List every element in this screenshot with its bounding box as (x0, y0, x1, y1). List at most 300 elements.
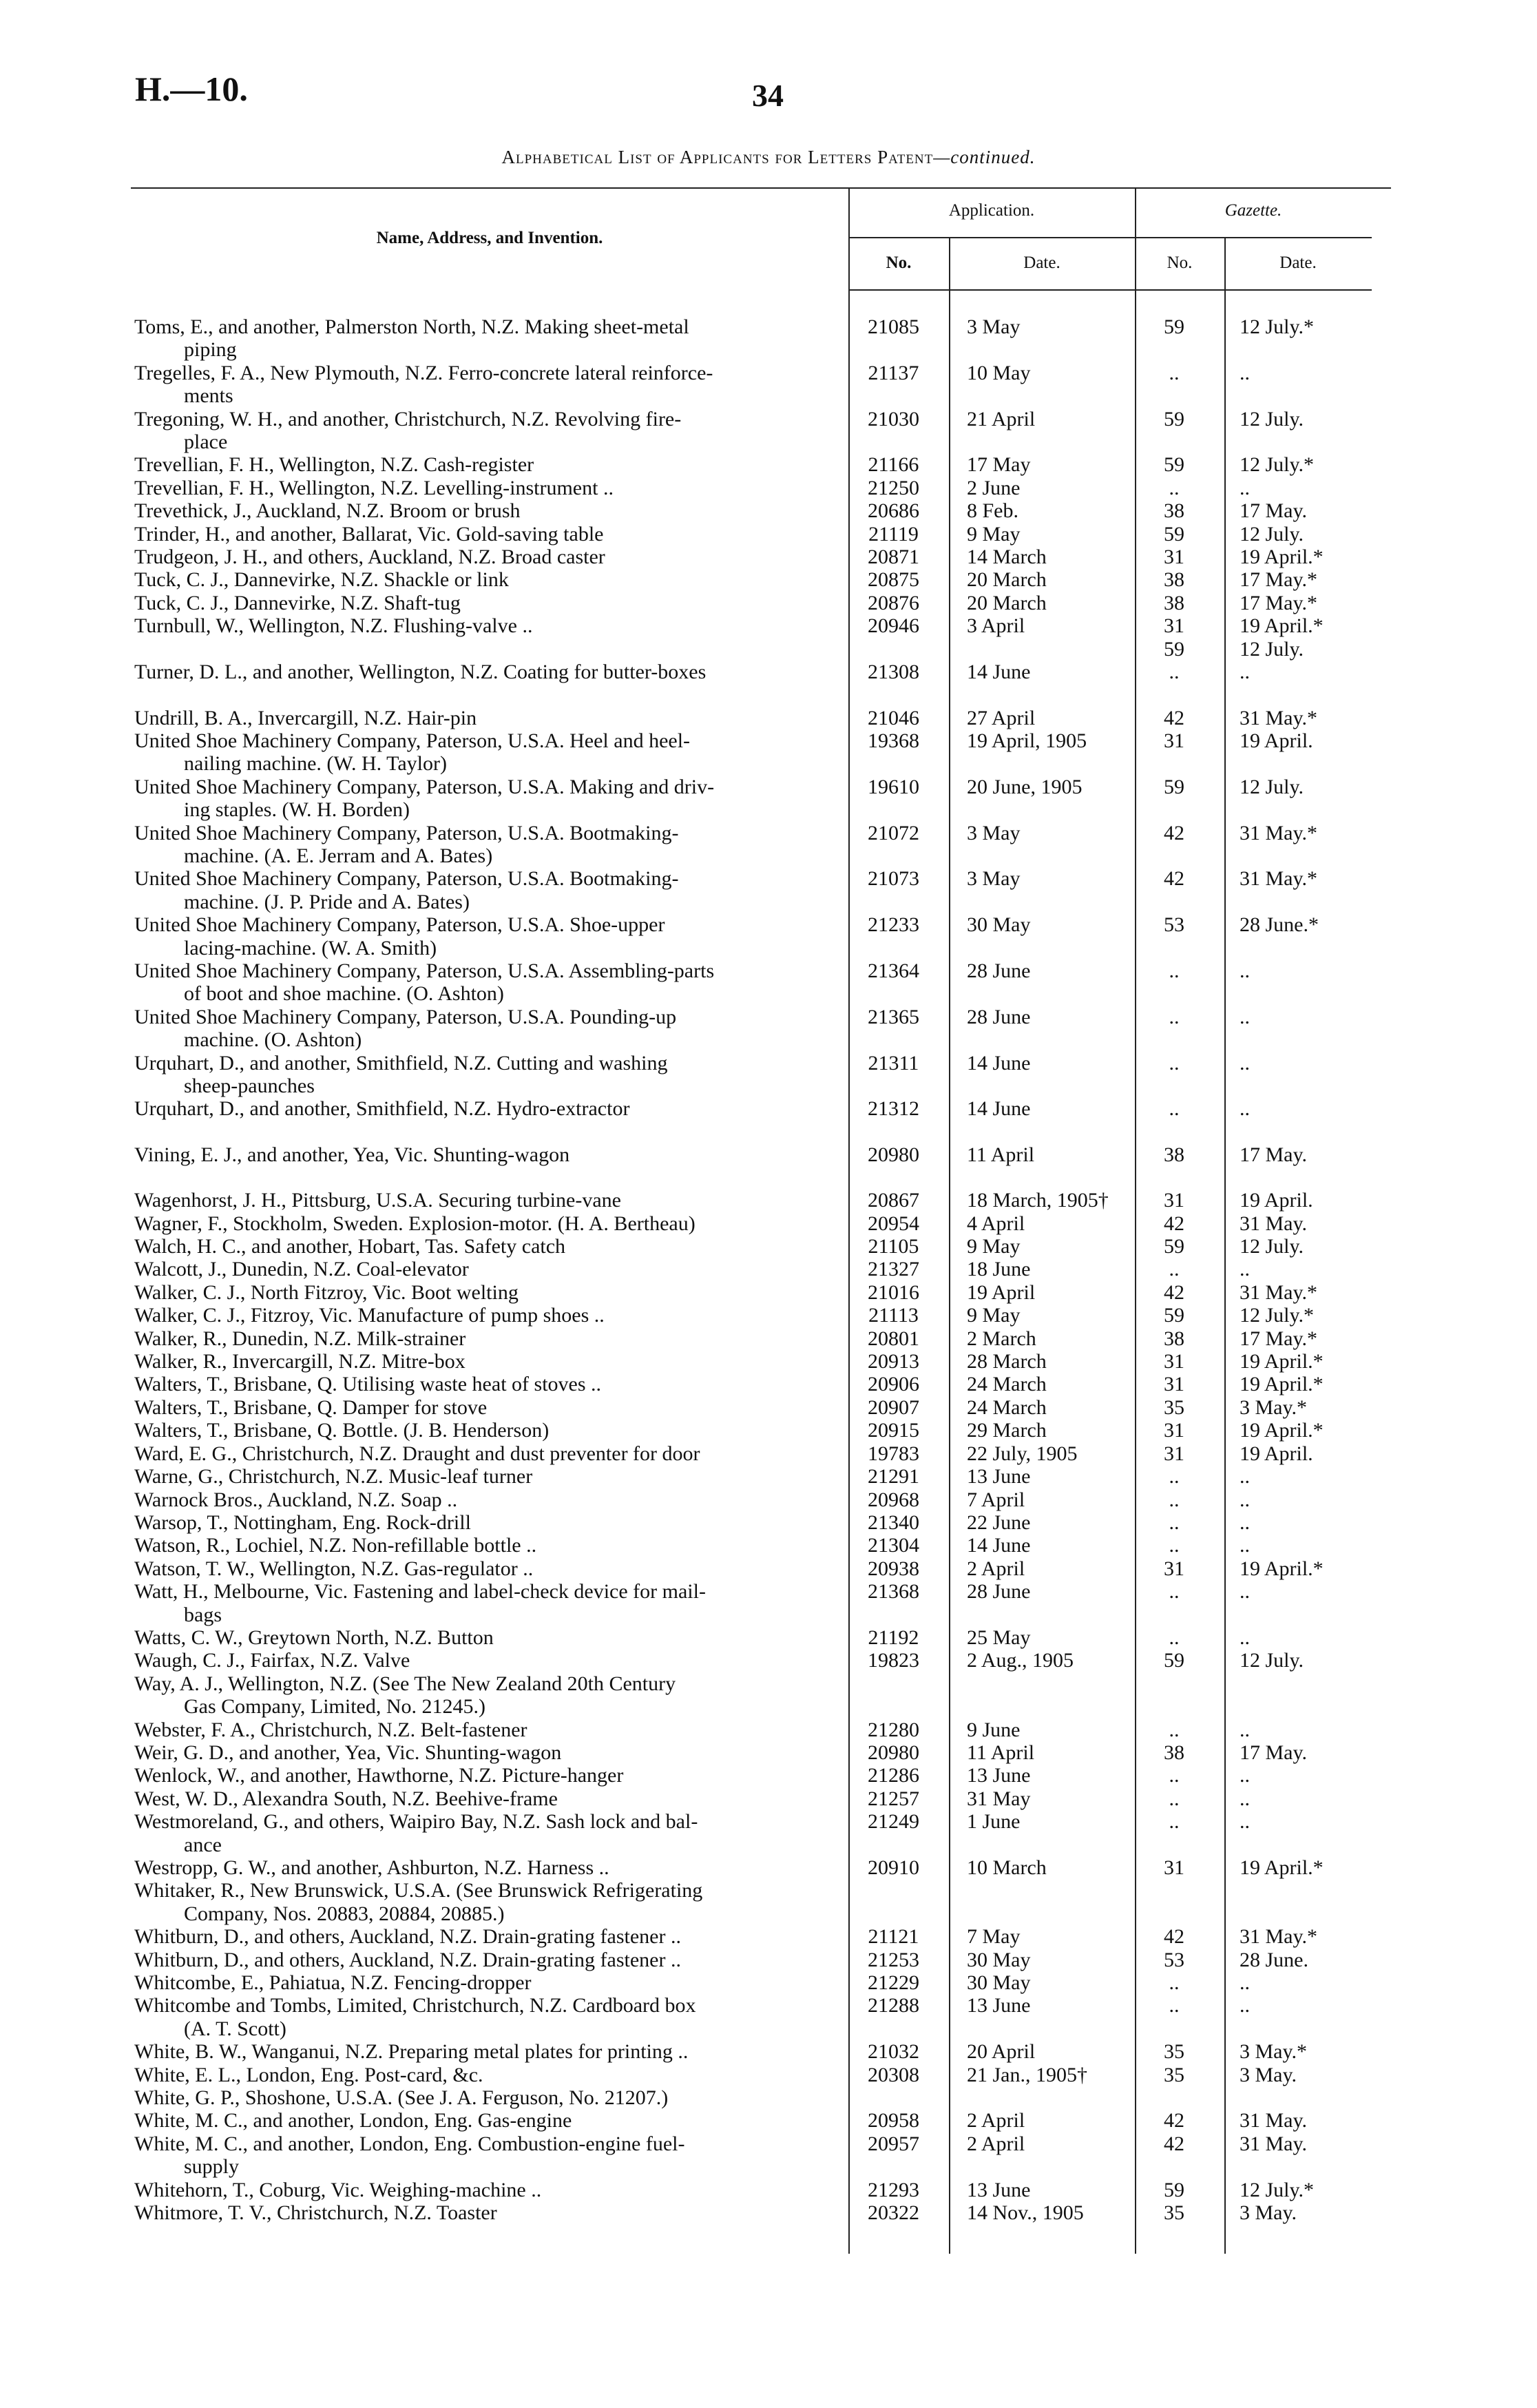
entry-name: Walker, R., Invercargill, N.Z. Mitre-box (134, 1350, 466, 1373)
gazette-no-cell (1129, 867, 1219, 913)
gazette-no: .. (1169, 1626, 1180, 1649)
application-no: 21119 (868, 522, 919, 546)
entry-name: Tuck, C. J., Dannevirke, N.Z. Shackle or link (134, 568, 509, 592)
entry-name-continued: ance (184, 1833, 222, 1856)
entry-name: Turnbull, W., Wellington, N.Z. Flushing-valve .. (134, 614, 533, 638)
gazette-date: .. (1240, 1810, 1250, 1834)
entry-name: Whitmore, T. V., Christchurch, N.Z. Toaster (134, 2201, 497, 2225)
gazette-date-cell (1219, 1488, 1363, 1511)
gazette-date: .. (1240, 1511, 1250, 1534)
application-no: 21253 (868, 1948, 919, 1971)
gazette-date: 3 May.* (1240, 2040, 1308, 2064)
entry-name: Vining, E. J., and another, Yea, Vic. Shunting-wagon (134, 1143, 570, 1166)
gazette-no-cell (1129, 614, 1219, 661)
application-date-cell (943, 2064, 1129, 2086)
table-row (134, 1052, 1363, 1098)
gazette-date: 12 July. (1240, 775, 1304, 798)
gazette-date-cell (1219, 1534, 1363, 1557)
table-row (134, 315, 1363, 362)
gazette-no-cell (1129, 1949, 1219, 1971)
gazette-date-second: 12 July. (1240, 637, 1304, 661)
gazette-no-second: 59 (1164, 637, 1184, 661)
application-date-cell (943, 1511, 1129, 1534)
application-date: 2 April (967, 2132, 1025, 2155)
gazette-no: 38 (1164, 1327, 1184, 1350)
gazette-no: 31 (1164, 546, 1184, 569)
application-no: 21192 (868, 1626, 919, 1649)
table-row (134, 1879, 1363, 1925)
name-cell (134, 867, 844, 913)
application-date: 30 May (967, 913, 1031, 937)
gazette-date: .. (1240, 1787, 1250, 1810)
application-date-cell (943, 1350, 1129, 1373)
gazette-no-cell (1129, 959, 1219, 1006)
application-date: 9 May (967, 1304, 1021, 1327)
name-cell (134, 1557, 844, 1580)
application-date-cell (943, 1949, 1129, 1971)
application-date: 17 May (967, 453, 1031, 477)
gazette-date: 19 April.* (1240, 1373, 1324, 1396)
gazette-no-cell (1129, 1442, 1219, 1465)
name-cell (134, 477, 844, 499)
gazette-date: 17 May.* (1240, 591, 1318, 614)
gazette-no: .. (1169, 1718, 1180, 1741)
gazette-no: .. (1169, 1534, 1180, 1557)
table-row (134, 1143, 1363, 1166)
gazette-no: 42 (1164, 1280, 1184, 1304)
gazette-no-cell (1129, 1672, 1219, 1719)
application-date-cell (943, 2201, 1129, 2224)
gazette-no-cell (1129, 2064, 1219, 2086)
application-date: 2 April (967, 2109, 1025, 2132)
gazette-no-cell (1129, 477, 1219, 499)
entry-name-continued: piping (184, 338, 237, 362)
table-row (134, 1764, 1363, 1787)
name-cell (134, 1304, 844, 1327)
gazette-date-cell (1219, 1442, 1363, 1465)
table-row (134, 453, 1363, 476)
gazette-date: .. (1240, 476, 1250, 499)
entry-name: Watson, T. W., Wellington, N.Z. Gas-regulator .. (134, 1557, 534, 1580)
entry-name: United Shoe Machinery Company, Paterson, U.S.A. Assembling-parts (134, 959, 715, 982)
gazette-no: 59 (1164, 2178, 1184, 2201)
application-no: 20980 (868, 1143, 919, 1166)
application-date: 9 May (967, 522, 1021, 546)
application-no: 21046 (868, 706, 919, 729)
gazette-no-cell (1129, 1856, 1219, 1879)
table-row (134, 1580, 1363, 1626)
application-date-cell (943, 776, 1129, 822)
application-date-cell (943, 1534, 1129, 1557)
gazette-no-cell (1129, 2201, 1219, 2224)
gazette-date: .. (1240, 1005, 1250, 1028)
application-date: 20 March (967, 568, 1047, 592)
application-no: 21286 (868, 1764, 919, 1787)
gazette-date-cell (1219, 729, 1363, 776)
name-cell (134, 614, 844, 661)
gazette-date: .. (1240, 1258, 1250, 1281)
entry-name-continued: of boot and shoe machine. (O. Ashton) (184, 982, 504, 1006)
entry-name: Warsop, T., Nottingham, Eng. Rock-drill (134, 1511, 471, 1534)
gazette-no: 59 (1164, 315, 1184, 338)
group-gap (134, 1121, 1363, 1143)
application-date: 2 April (967, 1557, 1025, 1580)
application-date-cell (943, 614, 1129, 661)
application-no: 21304 (868, 1534, 919, 1557)
application-date-cell (943, 729, 1129, 776)
application-date: 21 April (967, 407, 1036, 430)
gazette-date: .. (1240, 1465, 1250, 1488)
application-date-cell (943, 1281, 1129, 1304)
application-date-cell (943, 1097, 1129, 1120)
gazette-no-cell (1129, 1189, 1219, 1212)
application-no: 20913 (868, 1350, 919, 1373)
table-row (134, 592, 1363, 614)
entry-name: Way, A. J., Wellington, N.Z. (See The New Zealand 20th Century (134, 1672, 676, 1695)
gazette-no: 35 (1164, 2040, 1184, 2064)
entry-name: Whitburn, D., and others, Auckland, N.Z. Drain-grating fastener .. (134, 1948, 681, 1971)
gazette-no-cell (1129, 1465, 1219, 1488)
entry-name: Watt, H., Melbourne, Vic. Fastening and label-check device for mail- (134, 1580, 706, 1603)
gazette-date-cell (1219, 1719, 1363, 1741)
header-bottom-rule (848, 289, 1372, 291)
name-cell (134, 408, 844, 454)
application-date: 10 May (967, 361, 1031, 384)
application-date: 2 Aug., 1905 (967, 1649, 1074, 1672)
application-no: 20686 (868, 499, 919, 523)
gazette-no: 59 (1164, 775, 1184, 798)
application-no: 21312 (868, 1097, 919, 1121)
application-date-cell (943, 2040, 1129, 2063)
gazette-no: .. (1169, 1787, 1180, 1810)
gazette-no: .. (1169, 1810, 1180, 1834)
table-row (134, 499, 1363, 522)
entry-name: Whitaker, R., New Brunswick, U.S.A. (See Brunswick Refrigerating (134, 1879, 703, 1902)
application-date-cell (943, 2109, 1129, 2132)
gazette-no: .. (1169, 361, 1180, 384)
gazette-date: .. (1240, 959, 1250, 982)
name-cell (134, 1465, 844, 1488)
gazette-date-cell (1219, 707, 1363, 729)
table-row (134, 1949, 1363, 1971)
gazette-date-cell (1219, 1281, 1363, 1304)
application-no: 21257 (868, 1787, 919, 1810)
application-date-cell (943, 2132, 1129, 2179)
application-no: 20946 (868, 614, 919, 638)
gazette-date-cell (1219, 592, 1363, 614)
application-date: 14 June (967, 661, 1031, 684)
entry-name: United Shoe Machinery Company, Paterson, U.S.A. Bootmaking- (134, 821, 679, 844)
gazette-date-cell (1219, 614, 1363, 661)
table-row (134, 1672, 1363, 1719)
application-no: 21293 (868, 2178, 919, 2201)
name-cell (134, 1143, 844, 1166)
gazette-date: 17 May. (1240, 1741, 1308, 1764)
entry-name: Tuck, C. J., Dannevirke, N.Z. Shaft-tug (134, 591, 461, 614)
application-date-cell (943, 523, 1129, 546)
gazette-no-cell (1129, 2109, 1219, 2132)
gazette-date-cell (1219, 1557, 1363, 1580)
gazette-no: 42 (1164, 2109, 1184, 2132)
application-date: 14 March (967, 546, 1047, 569)
gazette-date-cell (1219, 2109, 1363, 2132)
application-no: 21280 (868, 1718, 919, 1741)
application-date-cell (943, 707, 1129, 729)
gazette-no-cell (1129, 1281, 1219, 1304)
gazette-no-cell (1129, 776, 1219, 822)
name-cell (134, 315, 844, 362)
gazette-date-cell (1219, 1511, 1363, 1534)
gazette-no: .. (1169, 1005, 1180, 1028)
gazette-no-cell (1129, 592, 1219, 614)
gazette-no: .. (1169, 1511, 1180, 1534)
gazette-no: 42 (1164, 706, 1184, 729)
application-date: 20 April (967, 2040, 1036, 2064)
table-row (134, 867, 1363, 913)
entry-name: Ward, E. G., Christchurch, N.Z. Draught and dust preventer for door (134, 1442, 700, 1465)
name-cell (134, 959, 844, 1006)
application-date: 13 June (967, 1994, 1031, 2017)
application-date-cell (943, 477, 1129, 499)
table-row (134, 707, 1363, 729)
name-cell (134, 1212, 844, 1235)
application-no: 21327 (868, 1258, 919, 1281)
name-cell (134, 776, 844, 822)
application-no: 20954 (868, 1212, 919, 1235)
gazette-date: 12 July.* (1240, 2178, 1315, 2201)
table-row (134, 1373, 1363, 1395)
col-header-application: Application. (948, 201, 1035, 220)
name-cell (134, 1949, 844, 1971)
application-date-cell (943, 1212, 1129, 1235)
name-cell (134, 1580, 844, 1626)
gazette-no: 35 (1164, 1395, 1184, 1419)
gazette-no-cell (1129, 1649, 1219, 1672)
entry-name: Wagenhorst, J. H., Pittsburg, U.S.A. Securing turbine-vane (134, 1189, 621, 1212)
table-row (134, 1626, 1363, 1649)
application-date: 20 June, 1905 (967, 775, 1083, 798)
gazette-no: .. (1169, 1051, 1180, 1075)
name-cell (134, 1419, 844, 1442)
entry-name: Trevellian, F. H., Wellington, N.Z. Cash-register (134, 453, 534, 477)
gazette-no-cell (1129, 315, 1219, 362)
gazette-no-cell (1129, 2132, 1219, 2179)
table-row (134, 1719, 1363, 1741)
gazette-no: .. (1169, 1764, 1180, 1787)
entry-name: United Shoe Machinery Company, Paterson, U.S.A. Making and driv- (134, 775, 715, 798)
application-date: 28 June (967, 959, 1031, 982)
entry-name: Walker, R., Dunedin, N.Z. Milk-strainer (134, 1327, 466, 1350)
gazette-no: 31 (1164, 1419, 1184, 1442)
table-row (134, 1787, 1363, 1810)
gazette-no-cell (1129, 1488, 1219, 1511)
gazette-date: 3 May.* (1240, 1395, 1308, 1419)
gazette-no-cell (1129, 453, 1219, 476)
application-no: 21166 (868, 453, 919, 477)
application-date-cell (943, 1052, 1129, 1098)
application-date: 3 May (967, 821, 1021, 844)
application-date-cell (943, 1787, 1129, 1810)
application-no: 21030 (868, 407, 919, 430)
gazette-no-cell (1129, 707, 1219, 729)
table-row (134, 1258, 1363, 1280)
application-date-cell (943, 453, 1129, 476)
gazette-no-cell (1129, 1143, 1219, 1166)
gazette-no-cell (1129, 2179, 1219, 2201)
table-row (134, 1006, 1363, 1052)
name-cell (134, 1097, 844, 1120)
application-no: 21113 (868, 1304, 919, 1327)
gazette-no: 42 (1164, 821, 1184, 844)
application-date: 3 May (967, 867, 1021, 891)
gazette-no-cell (1129, 1764, 1219, 1787)
gazette-date-cell (1219, 1327, 1363, 1350)
gazette-date: .. (1240, 1534, 1250, 1557)
gazette-date: 31 May.* (1240, 1280, 1318, 1304)
application-date-cell (943, 1396, 1129, 1419)
col-header-app-no: No. (886, 253, 912, 272)
application-date-cell (943, 1143, 1129, 1166)
entry-name-continued: Gas Company, Limited, No. 21245.) (184, 1695, 486, 1719)
gazette-date: 31 May. (1240, 1212, 1308, 1235)
application-no: 21365 (868, 1005, 919, 1028)
entry-name-continued: machine. (A. E. Jerram and A. Bates) (184, 844, 493, 867)
gazette-date-cell (1219, 1143, 1363, 1166)
gazette-date: 17 May.* (1240, 1327, 1318, 1350)
gazette-date-cell (1219, 1649, 1363, 1672)
gazette-no: 53 (1164, 1948, 1184, 1971)
entry-name: Waugh, C. J., Fairfax, N.Z. Valve (134, 1649, 410, 1672)
name-cell (134, 1396, 844, 1419)
table-row (134, 1534, 1363, 1557)
table-row (134, 1304, 1363, 1327)
application-no: 20980 (868, 1741, 919, 1764)
application-no: 21233 (868, 913, 919, 937)
application-date-cell (943, 1580, 1129, 1626)
gazette-date-cell (1219, 1350, 1363, 1373)
gazette-date: 31 May.* (1240, 706, 1318, 729)
gazette-date-cell (1219, 1764, 1363, 1787)
application-date: 28 June (967, 1580, 1031, 1603)
gazette-no: .. (1169, 1465, 1180, 1488)
group-gap (134, 1166, 1363, 1189)
application-date: 14 June (967, 1534, 1031, 1557)
entry-name: Urquhart, D., and another, Smithfield, N.Z. Cutting and washing (134, 1051, 668, 1075)
application-date-cell (943, 1994, 1129, 2040)
application-no: 21250 (868, 476, 919, 499)
table-row (134, 1925, 1363, 1948)
entry-name: West, W. D., Alexandra South, N.Z. Beehive-frame (134, 1787, 558, 1810)
application-date: 14 June (967, 1051, 1031, 1075)
col-header-gazette-no: No. (1167, 253, 1193, 272)
gazette-date-cell (1219, 776, 1363, 822)
gazette-date-cell (1219, 1235, 1363, 1258)
gazette-date-cell (1219, 453, 1363, 476)
application-no: 20910 (868, 1856, 919, 1879)
entry-name: United Shoe Machinery Company, Paterson, U.S.A. Pounding-up (134, 1005, 677, 1028)
table-row (134, 408, 1363, 454)
name-cell (134, 1810, 844, 1856)
gazette-date: 19 April.* (1240, 614, 1324, 638)
name-cell (134, 1373, 844, 1395)
gazette-date: 19 April. (1240, 1442, 1313, 1465)
table-row (134, 1189, 1363, 1212)
gazette-no: 38 (1164, 1741, 1184, 1764)
application-date: 14 June (967, 1097, 1031, 1121)
application-date: 30 May (967, 1948, 1031, 1971)
name-cell (134, 2086, 844, 2109)
application-no: 20907 (868, 1395, 919, 1419)
entry-name-continued: Company, Nos. 20883, 20884, 20885.) (184, 1902, 505, 1925)
entry-name: Westropp, G. W., and another, Ashburton, N.Z. Harness .. (134, 1856, 609, 1879)
table-row (134, 913, 1363, 959)
application-no: 20876 (868, 591, 919, 614)
application-date: 31 May (967, 1787, 1031, 1810)
application-date-cell (943, 1557, 1129, 1580)
application-date-cell (943, 1925, 1129, 1948)
application-date: 8 Feb. (967, 499, 1018, 523)
application-no: 21291 (868, 1465, 919, 1488)
entry-name: Toms, E., and another, Palmerston North, N.Z. Making sheet-metal (134, 315, 689, 338)
gazette-date-cell (1219, 315, 1363, 362)
gazette-no-cell (1129, 523, 1219, 546)
application-date: 3 May (967, 315, 1021, 338)
gazette-date-cell (1219, 477, 1363, 499)
entry-name: Trinder, H., and another, Ballarat, Vic. Gold-saving table (134, 522, 604, 546)
gazette-date-cell (1219, 959, 1363, 1006)
gazette-no-cell (1129, 1925, 1219, 1948)
entry-name: United Shoe Machinery Company, Paterson, U.S.A. Bootmaking- (134, 867, 679, 891)
entry-name: Trevethick, J., Auckland, N.Z. Broom or brush (134, 499, 521, 523)
application-date-cell (943, 1006, 1129, 1052)
gazette-no: 35 (1164, 2063, 1184, 2086)
gazette-date-cell (1219, 2132, 1363, 2179)
gazette-no: 59 (1164, 522, 1184, 546)
application-date: 24 March (967, 1395, 1047, 1419)
gazette-date-cell (1219, 1741, 1363, 1764)
gazette-date: 19 April.* (1240, 546, 1324, 569)
gazette-no-cell (1129, 1396, 1219, 1419)
application-date-cell (943, 568, 1129, 591)
application-date-cell (943, 1235, 1129, 1258)
application-no (844, 1879, 943, 1925)
gazette-date-cell (1219, 1212, 1363, 1235)
application-date: 28 March (967, 1350, 1047, 1373)
gazette-no: 53 (1164, 913, 1184, 937)
table-row (134, 1511, 1363, 1534)
gazette-date: 19 April.* (1240, 1856, 1324, 1879)
table-row (134, 2179, 1363, 2201)
entry-name: Warnock Bros., Auckland, N.Z. Soap .. (134, 1488, 458, 1511)
gazette-no: .. (1169, 1580, 1180, 1603)
name-cell (134, 1534, 844, 1557)
application-date-cell (943, 913, 1129, 959)
application-date-cell (943, 1304, 1129, 1327)
application-date: 27 April (967, 706, 1036, 729)
application-no: 20322 (868, 2201, 919, 2225)
application-date-cell (943, 2179, 1129, 2201)
name-cell (134, 499, 844, 522)
application-date: 1 June (967, 1810, 1021, 1834)
name-cell (134, 592, 844, 614)
entry-name: Walch, H. C., and another, Hobart, Tas. Safety catch (134, 1235, 566, 1258)
gazette-no-cell (1129, 1304, 1219, 1327)
gazette-no: 42 (1164, 867, 1184, 891)
gazette-date: 12 July. (1240, 522, 1304, 546)
application-date: 25 May (967, 1626, 1031, 1649)
entry-name-continued: lacing-machine. (W. A. Smith) (184, 936, 437, 959)
gazette-date: .. (1240, 661, 1250, 684)
